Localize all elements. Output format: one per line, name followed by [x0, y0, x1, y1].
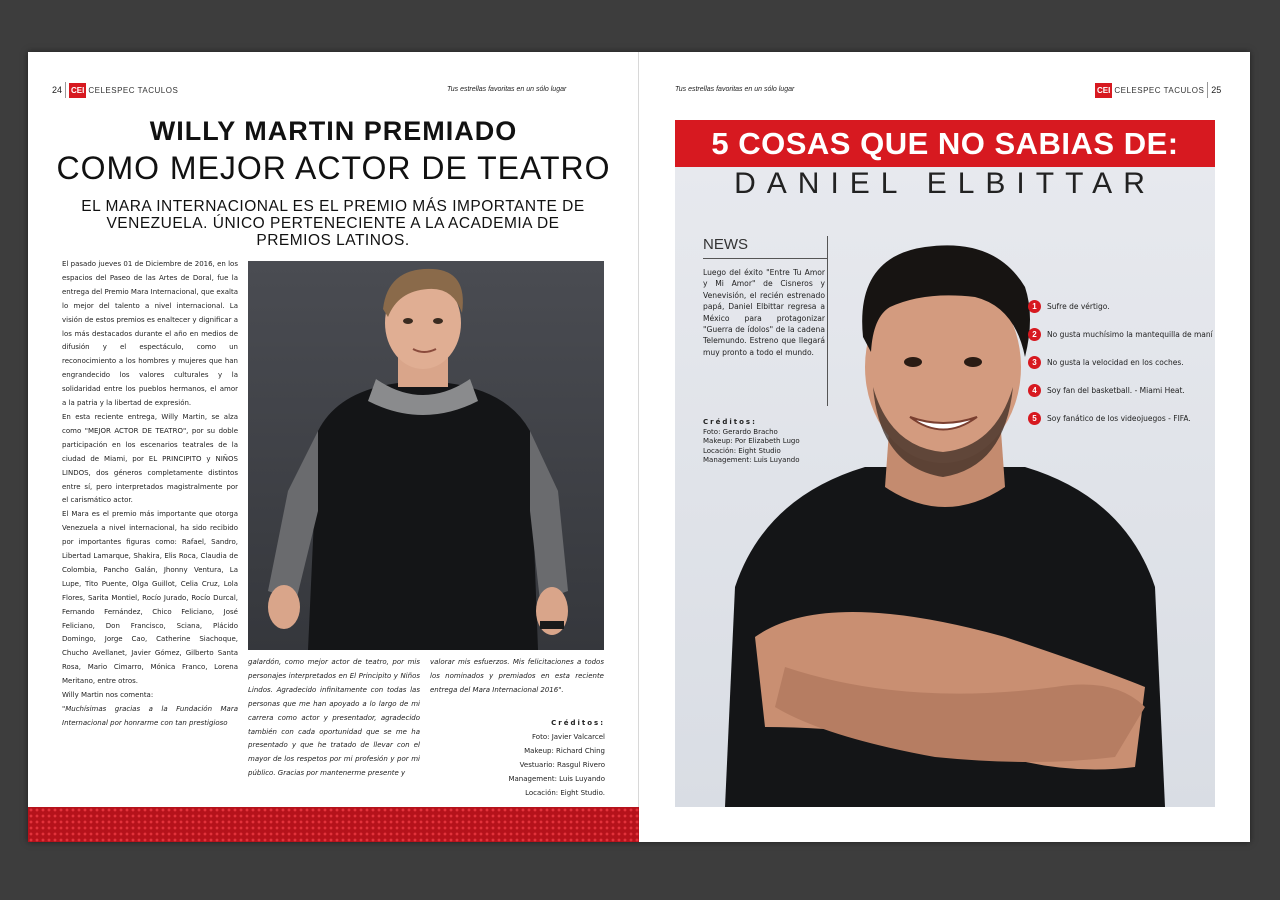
article-column-3: valorar mis esfuerzos. Mis felicitaciones a todos los nominados y premiados en esta reciente entrega del Mara Internacional 2016". — [430, 658, 604, 694]
credit-line: Vestuario: Rasgul Rivero — [519, 761, 605, 769]
header-divider — [1207, 82, 1208, 98]
left-page-header — [52, 82, 178, 98]
logo-text: CELESPEC TACULOS — [1114, 85, 1205, 95]
daniel-elbittar-photo — [675, 167, 1215, 807]
news-label: NEWS — [703, 236, 748, 253]
fact-number-badge: 3 — [1028, 356, 1041, 369]
paragraph: Willy Martin nos comenta: — [62, 691, 154, 700]
credit-line: Management: Luis Luyando — [508, 775, 605, 783]
magazine-logo — [69, 83, 178, 98]
credit-line: Locación: Eight Studio — [703, 446, 781, 455]
left-page — [28, 52, 639, 842]
feature-headline: 5 COSAS QUE NO SABIAS DE: — [675, 120, 1215, 167]
fact-item — [1028, 404, 1228, 432]
fact-item — [1028, 376, 1228, 404]
decorative-red-band — [28, 807, 639, 842]
paragraph: El pasado jueves 01 de Diciembre de 2016, en los espacios del Paseo de las Artes de Doral, fue la entrega del Premio Mara Internacional, que exalta lo mejor del talento a nivel internacional. La visión de estos premios es enaltecer y dignificar a los más destacados durante el año en medios de difusión y el espectáculo, como un reconocimiento a los hombres y mujeres que han engrandecido los valores culturales y la solidaridad entre los pueblos hermanos, el amor a la patria y la libertad de expresión. — [62, 260, 238, 408]
right-page-header — [1095, 82, 1221, 98]
credits-title: Créditos: — [703, 418, 757, 426]
credit-line: Foto: Javier Valcarcel — [532, 733, 605, 741]
article-title-line2: COMO MEJOR ACTOR DE TEATRO — [56, 150, 611, 186]
page-number: 24 — [52, 85, 63, 95]
photo-credits — [508, 716, 605, 800]
fact-item — [1028, 348, 1228, 376]
credit-line: Makeup: Richard Ching — [524, 747, 605, 755]
article-subtitle: EL MARA INTERNACIONAL ES EL PREMIO MÁS IMPORTANTE DE VENEZUELA. ÚNICO PERTENECIENTE A LA ACADEMIA DE PREMIOS LATINOS. — [81, 198, 585, 249]
willy-martin-photo — [248, 261, 604, 650]
credit-line: Management: Luis Luyando — [703, 456, 800, 465]
credits-title: Créditos: — [551, 719, 605, 727]
logo-box: CEI — [1095, 83, 1112, 98]
page-tagline: Tus estrellas favoritas en un sólo lugar — [675, 86, 795, 93]
portrait-illustration — [675, 167, 1215, 807]
paragraph: El Mara es el premio más importante que otorga Venezuela a nivel internacional, ha sido recibido por importantes figuras como: Rafael, Sandro, Libertad Lamarque, Shakira, Elis Roca, Claudia de Colombia, Pancho Galán, Jhonny Ventura, La Lupe, Tito Puente, Olga Guillot, Celia Cruz, Lola Flores, Sarita Montiel, Rocío Jurado, Rocío Durcal, Fernando Fernández, Chico Feliciano, José Feliciano, Don Francisco, Sciana, Plácido Domingo, Jorge Cao, Catherine Siachoque, Chucho Avellanet, Javier Gómez, Gilberto Santa Rosa, Mario Cimarro, Mónica Franco, Lorena Meritano, entre otros. — [62, 510, 238, 686]
page-tagline: Tus estrellas favoritas en un sólo lugar — [447, 86, 567, 93]
fact-item — [1028, 320, 1228, 348]
fact-text: No gusta la velocidad en los coches. — [1047, 357, 1184, 367]
fact-text: Soy fanático de los videojuegos - FIFA. — [1047, 413, 1191, 423]
logo-box: CEI — [69, 83, 86, 98]
header-divider — [65, 82, 66, 98]
fact-number-badge: 5 — [1028, 412, 1041, 425]
fact-number-badge: 4 — [1028, 384, 1041, 397]
paragraph: "Muchísimas gracias a la Fundación Mara Internacional por honrarme con tan prestigioso — [62, 705, 238, 727]
facts-list — [1028, 292, 1228, 432]
magazine-spread — [28, 52, 1250, 842]
logo-text: CELESPEC TACULOS — [88, 85, 179, 95]
fact-text: No gusta muchísimo la mantequilla de maní — [1047, 329, 1213, 339]
fact-text: Soy fan del basketball. - Miami Heat. — [1047, 385, 1185, 395]
featured-person-name: DANIEL ELBITTAR — [734, 167, 1156, 200]
news-vertical-divider — [827, 236, 828, 406]
portrait-illustration — [248, 261, 604, 650]
news-body: Luego del éxito "Entre Tu Amor y Mi Amor" de Cisneros y Venevisión, el recién estrenado papá, Daniel Elbittar regresa a México para protagonizar "Guerra de ídolos" de la cadena Telemundo. Estreno que llegará muy pronto a todo el mundo. — [703, 268, 825, 357]
page-number: 25 — [1211, 85, 1222, 95]
credit-line: Locación: Eight Studio. — [525, 789, 605, 797]
credit-line: Makeup: Por Elizabeth Lugo — [703, 437, 800, 446]
article-title-line1: WILLY MARTIN PREMIADO — [149, 116, 518, 146]
paragraph: En esta reciente entrega, Willy Martin, se alza como "MEJOR ACTOR DE TEATRO", por su doble participación en los escenarios teatrales de la ciudad de Miami, por EL PRINCIPITO y NIÑOS LINDOS, dos géneros completamente distintos entre sí, pero interpretados magistralmente por el carismático actor. — [62, 412, 238, 505]
article-column-2: galardón, como mejor actor de teatro, por mis personajes interpretados en El Principito y Niños Lindos. Agradecido infinitamente con todas las personas que me han apoyado a lo largo de mi carrera como actor y presentador, agradecido también con cada oportunidad que se me ha presentado y que he tratado de llevar con el mayor de los respetos por mi profesión y por mi público. Gracias por mantenerme presente y — [248, 658, 420, 778]
fact-number-badge: 2 — [1028, 328, 1041, 341]
magazine-logo — [1095, 83, 1204, 98]
fact-text: Sufre de vértigo. — [1047, 301, 1110, 311]
article-column-1 — [62, 258, 238, 731]
fact-item — [1028, 292, 1228, 320]
right-page — [639, 52, 1250, 842]
credit-line: Foto: Gerardo Bracho — [703, 427, 778, 436]
news-divider — [703, 258, 827, 259]
photo-credits — [703, 418, 800, 466]
fact-number-badge: 1 — [1028, 300, 1041, 313]
